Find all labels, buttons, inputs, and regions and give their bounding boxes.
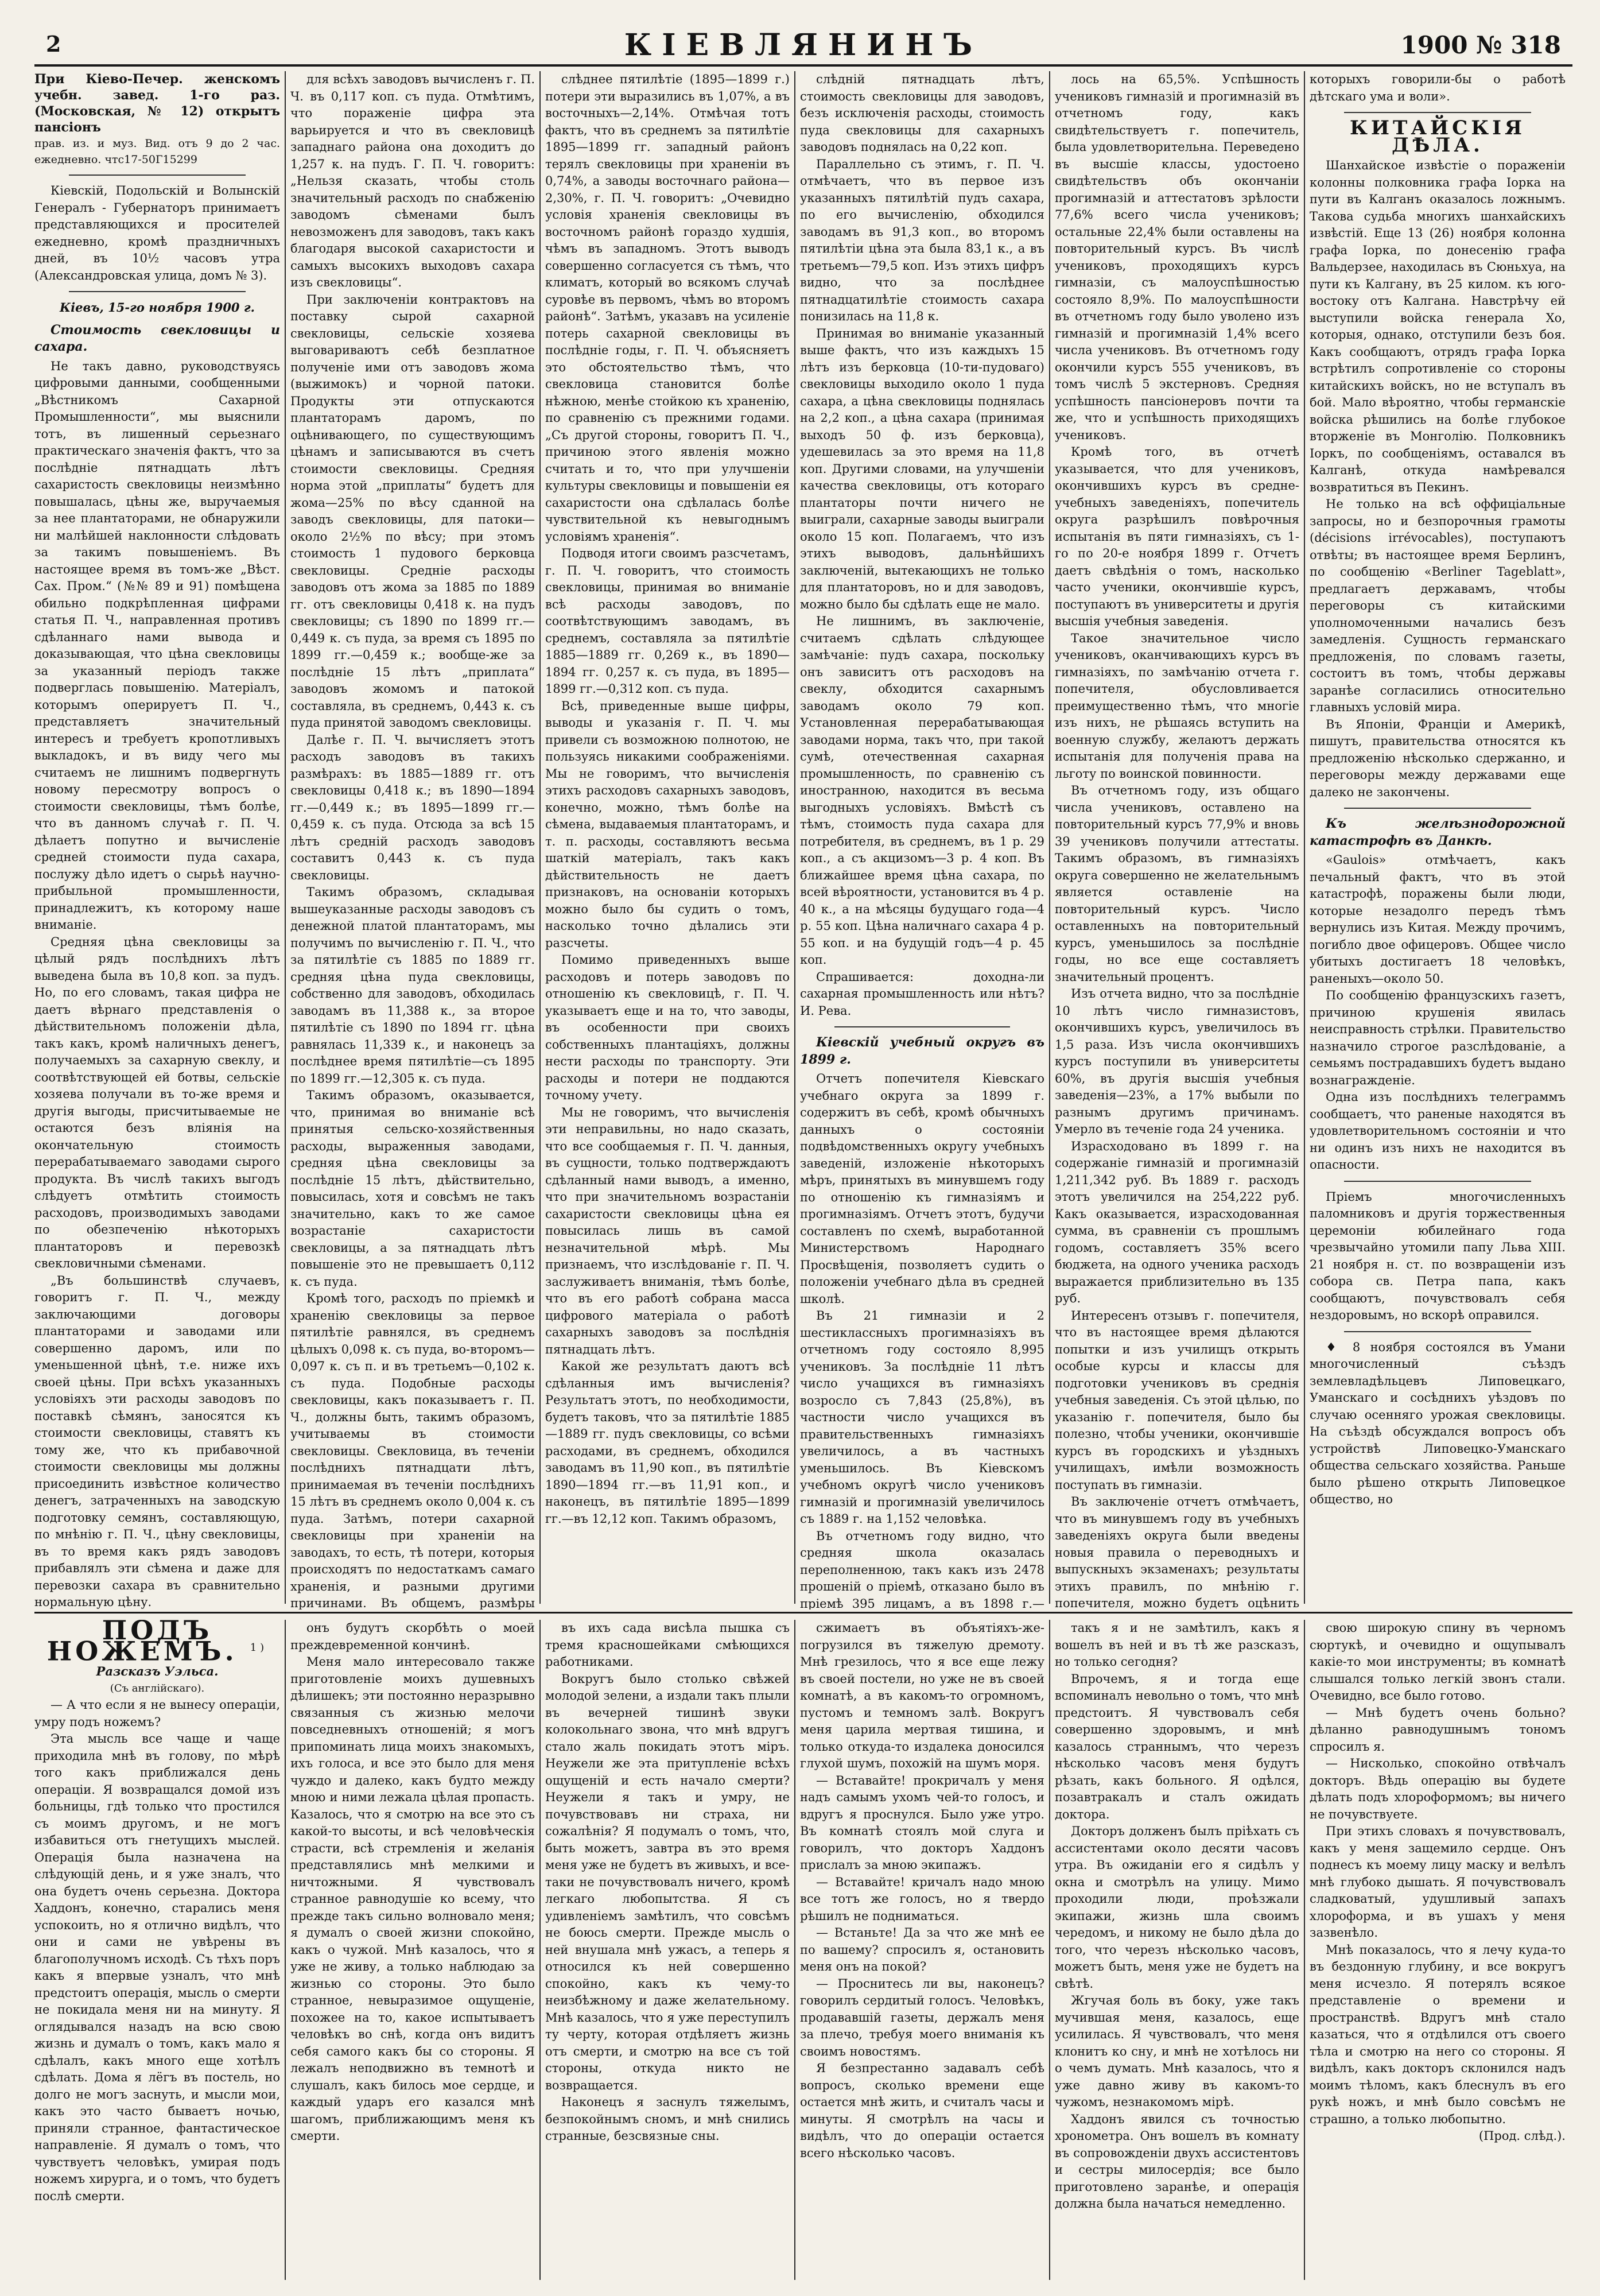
divider — [834, 1026, 1010, 1027]
paragraph: слѣдній пятнадцать лѣтъ, стоимость свекловицы для заводовъ, безъ исключенія расходы, стоимость пуда свекловицы для сахарныхъ заводовъ поднялась на 0,22 коп. — [800, 72, 1044, 154]
paragraph: онъ будутъ скорбѣть о моей преждевременной кончинѣ. — [290, 1621, 535, 1652]
column-4 — [800, 71, 1044, 1609]
paragraph: Хаддонъ явился съ точностью хронометра. Онъ вошелъ въ комнату въ сопровожденіи двухъ ассистентовъ и сестры милосердія; все было приготовлено заранѣе, и операція должна была начаться немедленно. — [1055, 2112, 1299, 2210]
divider — [1344, 1331, 1531, 1332]
paragraph: Помимо приведенныхъ выше расходовъ и потерь заводовъ по отношенію къ свекловицѣ, г. П. Ч. указываетъ еще и на то, что заводы, въ особенности при своихъ собственныхъ плантаціяхъ, должны нести расходы по транспорту. Эти расходы и потери не поддаются точному учету. — [545, 953, 790, 1102]
feuilleton-column-3 — [545, 1620, 790, 2280]
masthead — [34, 28, 1572, 62]
paragraph: Израсходовано въ 1899 г. на содержаніе гимназій и прогимназій 1,211,342 руб. Въ 1889 г. расходъ этотъ увеличился на 254,222 руб. Какъ оказывается, израсходованная сумма, въ сравненіи съ прошлымъ годомъ, составляетъ 35% всего бюджета, на одного ученика расходъ выражается приблизительно въ 135 руб. — [1055, 1139, 1299, 1305]
paragraph: При заключеніи контрактовъ на поставку сырой сахарной свекловицы, сельскіе хозяева выговариваютъ себѣ безплатное полученіе ими отъ заводовъ жома (выжимокъ) и чорной патоки. Продукты эти отпускаются плантаторамъ даромъ, по оцѣнивающего, по существующимъ цѣнамъ и записываются въ счетъ стоимости свекловицы. Средняя норма этой „приплаты“ будетъ для жома—25% по вѣсу сданной на заводъ свекловицы, для патоки—около 2½% по вѣсу; при этомъ стоимость 1 пудового берковца свекловицы. Средніе расходы заводовъ отъ жома за 1885 по 1889 гг. отъ свекловицы 0,418 к. на пудъ свекловицы; съ 1890 по 1899 гг.—0,449 к. съ пуда, за время съ 1895 по 1899 гг.—0,459 к.; вообще-же за послѣдніе 15 лѣтъ „приплата“ заводовъ жомомъ и патокой составляла, въ среднемъ, 0,443 к. съ пуда принятой заводомъ свекловицы. — [290, 292, 535, 730]
feuilleton-subtitle: Разсказъ Уэльса. — [96, 1664, 219, 1679]
masthead-rule — [34, 64, 1572, 67]
column-6 — [1310, 71, 1566, 1609]
article-heading: Кіевскій учебный округъ въ 1899 г. — [800, 1035, 1044, 1067]
paragraph: такъ я и не замѣтилъ, какъ я вошелъ въ ней и въ тѣ же разсказъ, но только сегодня? — [1055, 1621, 1299, 1669]
paragraph: ♦ 8 ноября состоялся въ Умани многочисленный съѣздъ землевладѣльцевъ Липовецкаго, Уманскаго и сосѣднихъ уѣздовъ по случаю осенняго урожая свекловицы. На съѣздѣ обсуждался вопросъ объ устройствѣ Липовецко-Уманскаго общества сельскаго хозяйства. Раньше было рѣшено открыть Липовецкое общество, но — [1310, 1340, 1566, 1506]
footnote-mark: 1) — [250, 1641, 268, 1654]
ad-line-2: прав. из. и муз. Вид. отъ 9 до 2 час. ежедневно. чтс17-50Г15299 — [34, 137, 280, 166]
column-rule — [1049, 1620, 1050, 2280]
column-rule — [794, 1620, 795, 2280]
paragraph: Впрочемъ, я и тогда еще вспоминалъ невольно о томъ, что мнѣ предстоитъ. Я чувствовалъ себя совершенно здоровымъ, и мнѣ казалось страннымъ, что черезъ нѣсколько часовъ меня будутъ рѣзать, какъ больного. Я одѣлся, позавтракалъ и сталъ ожидать доктора. — [1055, 1671, 1299, 1821]
feuilleton-column-2 — [290, 1620, 535, 2280]
paragraph: — Вставайте! кричалъ надо мною все тотъ же голосъ, но я твердо рѣшилъ не подниматься. — [800, 1875, 1044, 1923]
ad-line-1: При Кіево-Печер. женскомъ учебн. завед. 1-го раз. (Московская, № 12) открытъ пансіонъ — [34, 72, 280, 135]
paragraph: Не такъ давно, руководствуясь цифровыми данными, сообщенными „Вѣстникомъ Сахарной Промышленности“, мы выяснили тотъ, въ лишенный серьезнаго практическаго значенія фактъ, что за послѣдніе пятнадцать лѣтъ сахаристость свекловицы неизмѣнно повышалась, цѣны же, выручаемыя за нее плантаторами, не обнаружили ни малѣйшей наклонности слѣдовать за такимъ повышеніемъ. Въ настоящее время въ томъ-же „Вѣст. Сах. Пром.“ (№№ 89 и 91) помѣщена обильно подкрѣпленная цифрами статья П. Ч., направленная противъ сдѣланнаго нами вывода и доказывающая, что цѣна свекловицы за указанный періодъ также подверглась повышенію. Матеріалъ, которымъ оперируетъ П. Ч., представляетъ значительный интересъ и требуетъ кропотливыхъ выкладокъ, и въ виду чего мы считаемъ не лишнимъ подвергнуть новому пересмотру вопросъ о стоимости свекловицы, тѣмъ болѣе, что въ данномъ случаѣ г. П. Ч. дѣлаетъ попутно и вычисленіе средней стоимости пуда сахара, послужу дѣло идетъ о сырьѣ научно-прибыльной промышленности, принадлежитъ, къ которому наше вниманіе. — [34, 359, 280, 932]
paragraph: Изъ отчета видно, что за послѣдніе 10 лѣтъ число гимназистовъ, окончившихъ курсъ, увеличилось въ 1,5 раза. Изъ числа окончившихъ курсъ поступили въ университеты 60%, въ другія высшія учебныя заведенія—23%, а 17% выбыли по разнымъ другимъ причинамъ. Умерло въ теченіе года 24 ученика. — [1055, 987, 1299, 1136]
paragraph: слѣднее пятилѣтіе (1895—1899 г.) потери эти выразились въ 1,07%, а въ восточныхъ—2,14%. Отмѣчая тотъ фактъ, что въ среднемъ за пятилѣтіе 1895—1899 гг. западный районъ терялъ свекловицы при храненіи въ 0,74%, а заводы восточнаго района—2,30%, г. П. Ч. говоритъ: „Очевидно условія храненія свекловицы въ восточномъ районѣ гораздо худшія, чѣмъ въ западномъ. Этотъ выводъ совершенно согласуется съ тѣмъ, что климатъ, который во всякомъ случаѣ суровѣе въ первомъ, чѣмъ во второмъ районѣ“. Затѣмъ, указавъ на усиленіе потерь сахарной свекловицы въ послѣдніе годы, г. П. Ч. объясняетъ это обстоятельство тѣмъ, что свекловица становится болѣе нѣжною, менѣе стойкою къ храненію, по сравненію съ прежними годами. „Съ другой стороны, говоритъ П. Ч., причиною этого явленія можно считать и то, что при улучшеніи культуры свекловицы и повышеніи ея сахаристости она сдѣлалась болѣе чувствительной къ невыгоднымъ условіямъ храненія“. — [545, 72, 790, 544]
article-heading: Къ желѣзнодорожной катастрофѣ въ Данкѣ. — [1310, 816, 1566, 848]
paragraph: Далѣе г. П. Ч. вычисляетъ этотъ расходъ заводовъ въ такихъ размѣрахъ: въ 1885—1889 гг. отъ свекловицы 0,418 к.; въ 1890—1894 гг.—0,449 к.; въ 1895—1899 гг.—0,459 к. съ пуда. Отсюда за всѣ 15 лѣтъ средній расходъ заводовъ составитъ 0,443 к. съ пуда свекловицы. — [290, 732, 535, 882]
paragraph: Всѣ, приведенные выше цифры, выводы и указанія г. П. Ч. мы привели съ возможною полнотою, не пользуясь никакими соображеніями. Мы не говоримъ, что вычисленія этихъ расходовъ сахарныхъ заводовъ, конечно, можно, тѣмъ болѣе на сѣмена, выдаваемыя плантаторамъ, и т. п. расходы, составляютъ весьма шаткій матеріалъ, такъ какъ дѣйствительность не даетъ признаковъ, на основаніи которыхъ можно было бы судить о томъ, насколько точно дѣлались эти разсчеты. — [545, 699, 790, 950]
governor-notice: Кіевскій, Подольскій и Волынскій Генералъ - Губернаторъ принимаетъ представляющихся и просителей ежедневно, кромѣ праздничныхъ дней, въ 10½ часовъ утра (Александровская улица, домъ № 3). — [34, 184, 280, 282]
paragraph: — Вставайте! прокричалъ у меня надъ самымъ ухомъ чей-то голосъ, и вдругъ я проснулся. Было уже утро. Въ комнатѣ стоялъ мой слуга и говорилъ, что докторъ Хаддонъ прислалъ за мною экипажъ. — [800, 1773, 1044, 1872]
column-rule — [539, 71, 541, 1604]
paragraph: Такимъ образомъ, складывая вышеуказанные расходы заводовъ съ денежной платой плантаторамъ, мы получимъ по вычисленію г. П. Ч., что за пятилѣтіе съ 1885 по 1889 гг. средняя цѣна пуда свекловицы, собственно для заводовъ, обходилась заводамъ въ 11,388 к., за второе пятилѣтіе съ 1890 по 1894 гг. цѣна равнялась 11,339 к., и наконецъ за послѣднее время пятилѣтіе—съ 1895 по 1899 гг.—12,305 к. съ пуда. — [290, 885, 535, 1085]
column-rule — [285, 71, 286, 1604]
paragraph: По сообщенію французскихъ газетъ, причиною крушенія явилась неисправность стрѣлки. Правительство назначило строгое разслѣдованіе, а семьямъ пострадавшихъ будетъ выдано вознагражденіе. — [1310, 988, 1566, 1087]
paragraph: Шанхайское извѣстіе о пораженіи колонны полковника графа Іорка на пути въ Калганъ оказалось ложнымъ. Такова судьба многихъ шанхайскихъ извѣстій. Еще 13 (26) ноября колонна графа Іорка, по донесенію графа Вальдерзее, находилась въ Сюньхуа, на пути къ Калгану, въ 25 килом. къ юго-востоку отъ Калгана. Навстрѣчу ей выступили войска генерала Хо, которыя, однако, отступили безъ боя. Какъ сообщаютъ, отрядъ графа Іорка встрѣтилъ сопротивленіе со стороны китайскихъ войскъ, но не вступалъ въ бой. Мало вѣроятно, чтобы германскіе войска рѣшились на болѣе глубокое вторженіе въ Монголію. Полковникъ Іоркъ, по сообщеніямъ, оставался въ Калганѣ, откуда намѣревался возвратиться въ Пекинъ. — [1310, 158, 1566, 494]
paragraph: Спрашивается: доходна-ли сахарная промышленность или нѣтъ? И. Рева. — [800, 969, 1044, 1018]
section-heading: КИТАЙСКІЯ ДѢЛА. — [1349, 117, 1526, 157]
paragraph: Такимъ образомъ, оказывается, что, принимая во вниманіе всѣ принятыя сельско-хозяйственныя расходы, выраженныя заводами, средняя цѣна свекловицы за послѣдніе 15 лѣтъ, дѣйствительно, повысилась, хотя и совсѣмъ не такъ значительно, какъ то же самое возрастаніе сахаристости свекловицы, а за пятнадцать лѣтъ повышеніе это не превышаетъ 0,112 к. съ пуда. — [290, 1088, 535, 1289]
paragraph: Вокругъ было столько свѣжей молодой зелени, а издали такъ плыли въ вечерней тишинѣ звуки колокольнаго звона, что мнѣ вдругъ стало жаль покидать этотъ міръ. Неужели же эта притупленіе всѣхъ ощущеній и есть начало смерти? Неужели я такъ и умру, не почувствовавъ ни страха, ни сожалѣнія? Я подумалъ о томъ, что, быть можетъ, завтра въ это время меня уже не будетъ въ живыхъ, и все-таки не почувствовалъ ничего, кромѣ легкаго любопытства. Я съ удивленіемъ замѣтилъ, что совсѣмъ не боюсь смерти. Прежде мысль о ней внушала мнѣ ужасъ, а теперь я относился къ ней совершенно спокойно, какъ къ чему-то неизбѣжному и даже желательному. Мнѣ казалось, что я уже переступилъ ту черту, которая отдѣляетъ жизнь отъ смерти, и смотрю на все съ той стороны, откуда никто не возвращается. — [545, 1671, 790, 2092]
page-number: 2 — [46, 31, 61, 57]
paragraph: сжимаетъ въ объятіяхъ-же-погрузился въ тяжелую дремоту. Мнѣ грезилось, что я все еще лежу въ своей постели, но уже не въ своей комнатѣ, а въ какомъ-то огромномъ, пустомъ и темномъ залѣ. Вокругъ меня царила мертвая тишина, и только откуда-то издалека доносился глухой шумъ, похожій на шумъ моря. — [800, 1621, 1044, 1770]
feuilleton-title — [34, 1620, 280, 1666]
paper-title: КІЕВЛЯНИНЪ — [624, 28, 983, 63]
paragraph: При этихъ словахъ я почувствовалъ, какъ у меня защемило сердце. Онъ поднесъ къ моему лицу маску и велѣлъ мнѣ глубоко дышать. Я почувствовалъ сладковатый, удушливый запахъ хлороформа, и въ ушахъ у меня зазвенѣло. — [1310, 1824, 1566, 1940]
paragraph: Не лишнимъ, въ заключеніе, считаемъ сдѣлать слѣдующее замѣчаніе: пудъ сахара, поскольку онъ зависитъ отъ расходовъ на свеклу, обходится сахарнымъ заводамъ около 79 коп. Установленная перерабатывающая заводами норма, такъ что, при такой сумѣ, отечественная сахарная промышленность, по сравненію съ иностранною, находится въ весьма выгодныхъ условіяхъ. Вмѣстѣ съ тѣмъ, стоимость пуда сахара для потребителя, въ среднемъ, въ 1 р. 29 коп., а съ акцизомъ—3 р. 4 коп. Въ ближайшее время цѣна сахара, по всей вѣроятности, установится въ 4 р. 40 к., а на мѣсяцы будущаго года—4 р. 55 коп. Цѣна наличнаго сахара 4 р. 55 коп. и на будущій годъ—4 р. 45 коп. — [800, 614, 1044, 967]
article-heading: Стоимость свекловицы и сахара. — [34, 322, 280, 354]
dateline: Кіевъ, 15-го ноября 1900 г. — [60, 300, 255, 315]
feuilleton-column-5 — [1055, 1620, 1299, 2280]
paragraph: „Въ большинствѣ случаевъ, говоритъ г. П. Ч., между заключающими договоры плантаторами и заводами или совершенно даромъ, или по уменьшенной цѣнѣ, т.е. ниже ихъ своей цѣны. При всѣхъ указанныхъ условіяхъ эти расходы заводовъ по поставкѣ сѣмянъ, заносятся къ стоимости свекловицы, ставятъ къ тому же, что къ прибавочной стоимости свекловицы мы должны присоединить извѣстное количество денегъ, затраченныхъ на заводскую подготовку семянъ, составляющую, по мнѣнію г. П. Ч., цѣну свекловицы, въ то время какъ рядъ заводовъ прибавлялъ эти сѣмена и даже для перевозки сахара въ сравнительно нормальную цѣну. — [34, 1273, 280, 1609]
paragraph: Интересенъ отзывъ г. попечителя, что въ настоящее время дѣлаются попытки и изъ училищъ открыть особые курсы и классы для подготовки учениковъ въ среднія учебныя заведенія. Съ этой цѣлью, по указанію г. попечителя, было бы полезно, чтобы ученики, окончившіе курсъ въ городскихъ и уѣздныхъ училищахъ, имѣли возможность поступать въ гимназіи. — [1055, 1308, 1299, 1492]
column-rule — [1304, 71, 1305, 1604]
column-rule — [539, 1620, 541, 2280]
paragraph: Параллельно съ этимъ, г. П. Ч. отмѣчаетъ, что въ первое изъ указанныхъ пятилѣтій пудъ сахара, по его вычисленію, обходился заводамъ въ 91,3 коп., во второмъ пятилѣтіи цѣна эта была 83,1 к., а въ третьемъ—79,5 коп. Изъ этихъ цифръ видно, что за послѣднее пятнадцатилѣтіе стоимость сахара понизилась на 11,8 к. — [800, 157, 1044, 323]
column-1 — [34, 71, 280, 1609]
paragraph: Я безпрестанно задавалъ себѣ вопросъ, сколько времени еще остается мнѣ жить, и считалъ часы и минуты. Я смотрѣлъ на часы и видѣлъ, что до операціи остается всего нѣсколько часовъ. — [800, 2061, 1044, 2160]
paragraph: Одна изъ послѣднихъ телеграммъ сообщаетъ, что раненые находятся въ удовлетворительномъ состояніи и что ни одинъ изъ нихъ не находится въ опасности. — [1310, 1090, 1566, 1172]
paragraph: Въ Японіи, Франціи и Америкѣ, пишутъ, правительства относятся къ предложенію нѣсколько сдержанно, и переговоры между державами еще далеко не закончены. — [1310, 717, 1566, 799]
paragraph: Принимая во вниманіе указанный выше фактъ, что изъ каждыхъ 15 лѣтъ изъ берковца (10-ти-пудоваго) свекловицы выходило около 1 пуда сахара, а цѣна свекловицы поднялась на 2,2 коп., а цѣна сахара (принимая выходъ 50 ф. изъ берковца), удешевилась за это время на 11,8 коп. Другими словами, на улучшеніи качества свекловицы, отъ котораго плантаторы почти ничего не выиграли, сахарные заводы выиграли около 15 коп. Полагаемъ, что изъ этихъ выводовъ, дальнѣйшихъ заключеній, вытекающихъ не только для плантаторовъ, но и для заводовъ, можно было бы сдѣлать еще не мало. — [800, 326, 1044, 611]
divider — [1344, 112, 1531, 113]
divider — [1344, 808, 1531, 809]
column-rule — [1304, 1620, 1305, 2280]
paragraph: въ ихъ сада висѣла пышка съ тремя красношейками смѣющихся работниками. — [545, 1621, 790, 1669]
column-rule — [285, 1620, 286, 2280]
column-rule — [794, 71, 795, 1604]
paragraph: свою широкую спину въ черномъ сюртукѣ, и очевидно и ощупывалъ какіе-то мои инструменты; въ комнатѣ слышался только легкій звонъ стали. Очевидно, все было готово. — [1310, 1621, 1566, 1702]
paragraph: Подводя итоги своимъ разсчетамъ, г. П. Ч. говоритъ, что стоимость свекловицы, принимая во вниманіе всѣ расходы заводовъ, по соотвѣтствующимъ заводамъ, въ среднемъ, составляла за пятилѣтіе 1885—1889 гг. 0,269 к., въ 1890—1894 гг. 0,257 к. съ пуда, въ 1895—1899 гг.—0,312 коп. съ пуда. — [545, 546, 790, 696]
paragraph: лось на 65,5%. Успѣшность учениковъ гимназій и прогимназій въ отчетномъ году, какъ свидѣтельствуетъ г. попечитель, была удовлетворительна. Переведено въ высшіе классы, удостоено свидѣтельствъ объ окончаніи прогимназій и аттестатовъ зрѣлости 77,6% всего числа учениковъ; остальные 22,4% были оставлены на повторительный курсъ. Въ числѣ учениковъ, проходящихъ курсъ гимназіи, съ малоуспѣшностью состояло 8,9%. По малоуспѣшности въ отчетномъ году было уволено изъ гимназій и прогимназій 1,4% всего числа учениковъ. Въ отчетномъ году окончили курсъ 555 учениковъ, въ томъ числѣ 5 экстерновъ. Средняя успѣшность пансіонеровъ почти та же, что и успѣшность приходящихъ учениковъ. — [1055, 72, 1299, 442]
divider — [1344, 1181, 1531, 1182]
feuilleton-rule — [34, 1612, 1572, 1614]
paragraph: — Проснитесь ли вы, наконецъ? говорилъ сердитый голосъ. Человѣкъ, продававшій газеты, держалъ меня за плечо, требуя моего вниманія къ своимъ новостямъ. — [800, 1976, 1044, 2058]
paragraph: Такое значительное число учениковъ, оканчивающихъ курсъ въ гимназіяхъ, по замѣчанію отчета г. попечителя, обусловливается преимущественно тѣмъ, что многіе изъ нихъ, не рѣшаясь вступить на военную службу, желаютъ держать испытанія для полученія права на льготу по воинской повинности. — [1055, 631, 1299, 781]
advertisement — [34, 71, 280, 168]
paragraph: Средняя цѣна свекловицы за цѣлый рядъ послѣднихъ лѣтъ выведена была въ 10,8 коп. за пудъ. Но, по его словамъ, такая цифра не даетъ вѣрнаго представленія о дѣйствительномъ положеніи дѣла, такъ какъ, кромѣ наличныхъ денегъ, получаемыхъ за сахарную свеклу, и соотвѣтствующей ей ботвы, сельскіе хозяева получали въ то-же время и другія выгоды, присчитываемые не остаются безъ вліянія на окончательную стоимость перерабатываемаго заводами сырого продукта. Въ числѣ такихъ выгодъ слѣдуетъ отмѣтить стоимость расходовъ, производимыхъ заводами по обезпеченію нѣкоторыхъ плантаторовъ и перевозкѣ свекловичными сѣменами. — [34, 934, 280, 1270]
paragraph: Въ отчетномъ году, изъ общаго числа учениковъ, оставлено на повторительный курсъ 77,9% и вновь 39 учениковъ получили аттестаты. Такимъ образомъ, въ гимназіяхъ округа совершенно не желательнымъ является оставленіе на повторительный курсъ. Число оставленныхъ на повторительный курсъ, уменьшилось за послѣдніе годы, но все еще составляетъ значительный процентъ. — [1055, 784, 1299, 984]
paragraph: Меня мало интересовало также приготовленіе моихъ душевныхъ дѣлишекъ; эти постоянно неразрывно связанныя съ жизнью мелочи повседневныхъ отношеній; я могъ припоминать лица моихъ знакомыхъ, ихъ голоса, и все это было для меня чуждо и далеко, какъ будто между мною и ними лежала цѣлая пропасть. Казалось, что я смотрю на все это съ какой-то высоты, и всѣ человѣческія страсти, всѣ стремленія и желанія представлялись мнѣ мелкими и ничтожными. Я чувствовалъ странное равнодушіе ко всему, что прежде такъ сильно волновало меня; я думалъ о своей жизни спокойно, какъ о чужой. Мнѣ казалось, что я уже не живу, а только наблюдаю за жизнью со стороны. Это было странное, невыразимое ощущеніе, похожее на то, какое испытываетъ человѣкъ во снѣ, когда онъ видитъ себя самого какъ бы со стороны. Я лежалъ неподвижно въ темнотѣ и слушалъ, какъ билось мое сердце, и каждый ударъ его казался мнѣ шагомъ, приближающимъ меня къ смерти. — [290, 1655, 535, 2143]
feuilleton-column-6 — [1310, 1620, 1566, 2280]
paragraph: Жгучая боль въ боку, уже такъ мучившая меня, казалось, еще усилилась. Я чувствовалъ, что меня клонитъ ко сну, и мнѣ не хотѣлось ни о чемъ думать. Мнѣ казалось, что я уже давно живу въ какомъ-то чужомъ, незнакомомъ мірѣ. — [1055, 1994, 1299, 2109]
feuilleton-column-1 — [34, 1620, 280, 2280]
paragraph: — А что если я не вынесу операціи, умру подъ ножемъ? — [34, 1698, 280, 1729]
issue-number: 1900 № 318 — [1400, 31, 1561, 59]
paragraph: Отчетъ попечителя Кіевскаго учебнаго округа за 1899 г. содержитъ въ себѣ, кромѣ обычныхъ данныхъ о состояніи подвѣдомственныхъ округу учебныхъ заведеній, изложеніе нѣкоторыхъ мѣръ, принятыхъ въ минувшемъ году по отношенію къ гимназіямъ и прогимназіямъ. Отчетъ этотъ, будучи составленъ по схемѣ, выработанной Министерствомъ Народнаго Просвѣщенія, позволяетъ судить о положеніи учебнаго дѣла въ средней школѣ. — [800, 1072, 1044, 1306]
paragraph: Какой же результатъ даютъ всѣ сдѣланныя имъ вычисленія? Результатъ этотъ, по необходимости, будетъ таковъ, что за пятилѣтіе 1885—1889 гг. пудъ свекловицы, со всѣми расходами, въ среднемъ, обходился заводамъ въ 11,90 коп., въ пятилѣтіе 1890—1894 гг.—въ 11,91 коп., и наконецъ, въ пятилѣтіе 1895—1899 гг.—въ 12,12 коп. Такимъ образомъ, — [545, 1359, 790, 1526]
paragraph: Въ 21 гимназіи и 2 шестиклассныхъ прогимназіяхъ въ отчетномъ году состояло 8,995 учениковъ. За послѣдніе 11 лѣтъ число учащихся въ гимназіяхъ возросло съ 7,843 (25,8%), въ частности число учащихся въ правительственныхъ гимназіяхъ увеличилось, а въ частныхъ уменьшилось. Въ Кіевскомъ учебномъ округѣ число учениковъ гимназій и прогимназій увеличилось съ 1889 г. на 1,152 человѣка. — [800, 1309, 1044, 1526]
paragraph: Наконецъ я заснулъ тяжелымъ, безпокойнымъ сномъ, и мнѣ снились странные, безсвязные сны. — [545, 2095, 790, 2143]
feuilleton-title-text: ПОДЪ НОЖЕМЪ. — [46, 1620, 238, 1666]
paragraph: Въ заключеніе отчетъ отмѣчаетъ, что въ минувшемъ году въ учебныхъ заведеніяхъ округа были введены новыя правила о переводныхъ и выпускныхъ экзаменахъ; результаты этихъ правилъ, по мнѣнію г. попечителя, можно будетъ оцѣнить — [1055, 1495, 1299, 1609]
column-2 — [290, 71, 535, 1609]
paragraph: Кромѣ того, расходъ по пріемкѣ и храненію свекловицы за первое пятилѣтіе равнялся, въ среднемъ цѣлыхъ 0,098 к. съ пуда, во-второмъ—0,097 к. съ п. и въ третьемъ—0,102 к. съ пуда. Подобные расходы свекловицы, какъ показываетъ г. П. Ч., должны быть, такимъ образомъ, учитываемы въ стоимости свекловицы. Свекловица, въ теченіи послѣднихъ пятнадцати лѣтъ, принимаемая въ теченіи послѣднихъ 15 лѣтъ въ среднемъ около 0,004 к. съ пуда. Затѣмъ, потери сахарной свекловицы при храненіи на заводахъ, то есть, тѣ потери, которыя происходятъ по недостаткамъ самаго храненія, и разными другими причинами. Въ общемъ, размѣры — [290, 1292, 535, 1609]
paragraph: — Мнѣ будетъ очень больно? дѣланно равнодушнымъ тономъ спросилъ я. — [1310, 1705, 1566, 1754]
feuilleton-column-4 — [800, 1620, 1044, 2280]
paragraph: «Gaulois» отмѣчаетъ, какъ печальный фактъ, что въ этой катастрофѣ, поражены были люди, которые незадолго передъ тѣмъ вернулись изъ Китая. Между прочимъ, погибло двое офицеровъ. Общее число убитыхъ достигаетъ 18 человѣкъ, раненыхъ—около 50. — [1310, 853, 1566, 986]
divider — [69, 291, 246, 292]
continued-note: (Прод. слѣд.). — [1478, 2129, 1566, 2143]
paragraph: для всѣхъ заводовъ вычисленъ г. П. Ч. въ 0,117 коп. съ пуда. Отмѣтимъ, что пораженіе цифра эта варьируется и что въ свекловицѣ западнаго района она доходитъ до 1,257 к. на пудъ. Г. П. Ч. говоритъ: „Нельзя сказать, чтобы столь значительный расходъ по снабженію заводомъ сѣменами былъ невозможенъ для заводовъ, такъ какъ благодаря высокой сахаристости и самыхъ высокихъ выходовъ сахара изъ свекловицы“. — [290, 72, 535, 289]
paragraph: Докторъ долженъ былъ пріѣхать съ ассистентами около десяти часовъ утра. Въ ожиданіи его я сидѣлъ у окна и смотрѣлъ на улицу. Мимо проходили люди, проѣзжали экипажи, жизнь шла своимъ чередомъ, и никому не было дѣла до того, что черезъ нѣсколько часовъ, можетъ быть, меня уже не будетъ на свѣтѣ. — [1055, 1824, 1299, 1991]
paragraph: Въ отчетномъ году видно, что средняя школа оказалась переполненною, такъ какъ изъ 2478 прошеній о пріемѣ, отказано было въ пріемѣ 395 лицамъ, а въ 1898 г.— — [800, 1529, 1044, 1609]
paragraph: Мнѣ показалось, что я лечу куда-то въ бездонную глубину, и все вокругъ меня исчезло. Я потерялъ всякое представленіе о времени и пространствѣ. Вдругъ мнѣ стало казаться, что я отдѣлился отъ своего тѣла и смотрю на него со стороны. Я видѣлъ, какъ докторъ склонился надъ моимъ тѣломъ, какъ блеснулъ въ его рукѣ ножъ, и мнѣ было совсѣмъ не страшно, а только любопытно. — [1310, 1942, 1566, 2126]
column-5 — [1055, 71, 1299, 1609]
paragraph: — Встаньте! Да за что же мнѣ ее по вашему? спросилъ я, остановить меня онъ на покой? — [800, 1926, 1044, 1973]
feuilleton-note: (Съ англійскаго). — [110, 1682, 205, 1694]
paragraph: которыхъ говорили-бы о работѣ дѣтскаго ума и воли». — [1310, 72, 1566, 103]
paragraph: Кромѣ того, въ отчетѣ указывается, что для учениковъ, окончившихъ курсъ въ средне-учебныхъ заведеніяхъ, попечитель округа разрѣшилъ повѣрочныя испытанія въ пяти гимназіяхъ, съ 1-го по 20-е ноября 1899 г. Отчетъ даетъ свѣдѣнія о томъ, насколько часто ученики, окончившіе курсъ, поступаютъ въ университеты и другія высшія учебныя заведенія. — [1055, 445, 1299, 628]
paragraph: Мы не говоримъ, что вычисленія эти неправильны, но надо сказать, что все сообщаемыя г. П. Ч. данныя, въ сущности, только подтверждаютъ сдѣланный нами выводъ, а именно, что при значительномъ возрастаніи сахаристости свекловицы цѣна ея повысилась лишь въ самой незначительной мѣрѣ. Мы признаемъ, что изслѣдованіе г. П. Ч. заслуживаетъ вниманія, тѣмъ болѣе, что въ его работѣ собрана масса цифрового матеріала о работѣ сахарныхъ заводовъ за послѣднія пятнадцать лѣтъ. — [545, 1105, 790, 1356]
paragraph: — Нисколько, спокойно отвѣчалъ докторъ. Вѣдь операцію вы будете дѣлать подъ хлороформомъ; вы ничего не почувствуете. — [1310, 1756, 1566, 1821]
column-rule — [1049, 71, 1050, 1604]
paragraph: Пріемъ многочисленныхъ паломниковъ и другія торжественныя церемоніи юбилейнаго года чрезвычайно утомили папу Льва XIII. 21 ноября н. ст. по возвращеніи изъ собора св. Петра папа, какъ сообщаютъ, почувствовалъ себя нездоровымъ, но вскорѣ оправился. — [1310, 1189, 1566, 1322]
divider — [69, 174, 246, 176]
paragraph: Не только на всѣ оффиціальные запросы, но и безпорочныя грамоты (décisions irrévocables), поступаютъ отвѣты; въ настоящее время Берлинъ, по сообщенію «Berliner Tageblatt», предлагаетъ державамъ, чтобы переговоры съ китайскими уполномоченными начались безъ замедленія. Сущность германскаго предложенія, по словамъ газеты, состоитъ въ томъ, чтобы державы заранѣе согласились относительно главныхъ условій мира. — [1310, 497, 1566, 714]
paragraph: Эта мысль все чаще и чаще приходила мнѣ въ голову, по мѣрѣ того какъ приближался день операціи. Я возвращался домой изъ больницы, гдѣ только что простился съ моимъ другомъ, и не могъ избавиться отъ гнетущихъ мыслей. Операція была назначена на слѣдующій день, и я уже зналъ, что она будетъ очень серьезна. Доктора Хаддонъ, конечно, старались меня успокоить, но я отлично видѣлъ, что они и сами не увѣрены въ благополучномъ исходѣ. Съ тѣхъ поръ какъ я впервые узналъ, что мнѣ предстоитъ операція, мысль о смерти не покидала меня ни на минуту. Я оглядывался назадъ на всю свою жизнь и думалъ о томъ, какъ мало я сдѣлалъ, какъ много еще хотѣлъ сдѣлать. Дома я лёгъ въ постель, но долго не могъ заснуть, и мысли мои, какъ это часто бываетъ ночью, приняли странное, фантастическое направленіе. Я думалъ о томъ, что чувствуетъ человѣкъ, умирая подъ ножемъ хирурга, и о томъ, что будетъ послѣ смерти. — [34, 1732, 280, 2203]
column-3 — [545, 71, 790, 1609]
